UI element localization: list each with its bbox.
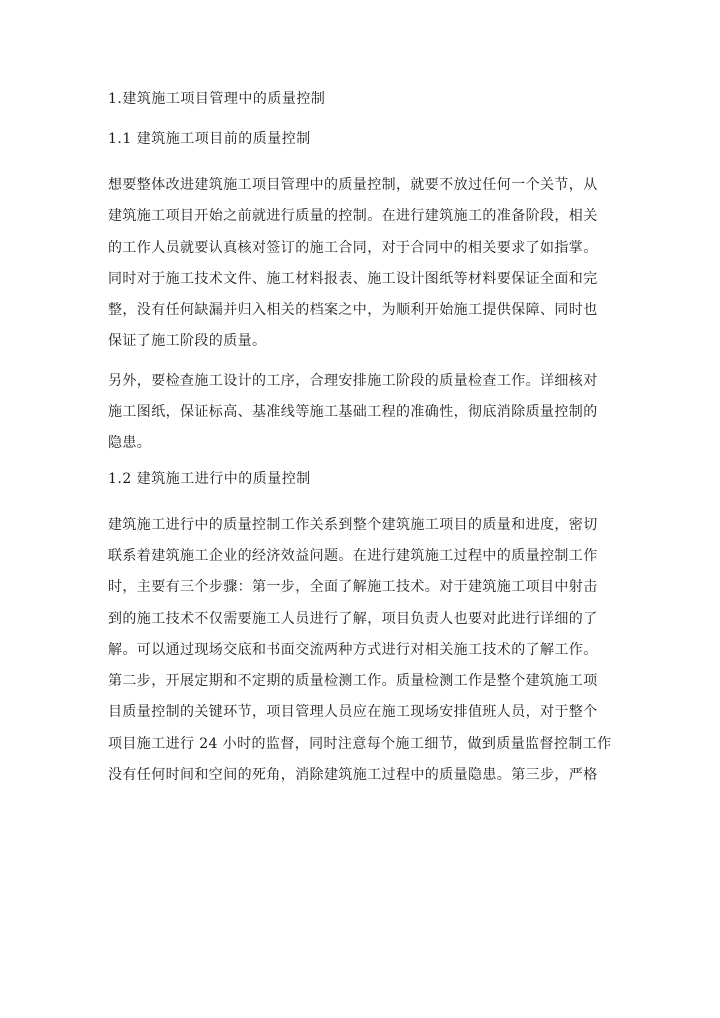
section-heading-1: 1.建筑施工项目管理中的质量控制 — [108, 91, 326, 107]
paragraph-line: 整，没有任何缺漏并归入相关的档案之中，为顺利开始施工提供保障、同时也 — [108, 302, 598, 319]
paragraph-2 — [108, 366, 612, 460]
paragraph-3 — [108, 510, 612, 792]
paragraph-line: 项目施工进行 24 小时的监督，同时注意每个施工细节，做到质量监督控制工作 — [108, 735, 612, 752]
subsection-heading-1-2: 1.2 建筑施工进行中的质量控制 — [108, 470, 311, 487]
paragraph-line: 建筑施工进行中的质量控制工作关系到整个建筑施工项目的质量和进度，密切 — [108, 516, 598, 533]
paragraph-line: 联系着建筑施工企业的经济效益问题。在进行建筑施工过程中的质量控制工作 — [108, 547, 598, 564]
paragraph-line: 同时对于施工技术文件、施工材料报表、施工设计图纸等材料要保证全面和完 — [108, 270, 598, 287]
paragraph-line: 隐患。 — [108, 435, 152, 452]
paragraph-line: 解。可以通过现场交底和书面交流两种方式进行对相关施工技术的了解工作。 — [108, 641, 598, 658]
paragraph-1 — [108, 170, 612, 358]
paragraph-line: 想要整体改进建筑施工项目管理中的质量控制，就要不放过任何一个关节，从 — [108, 177, 598, 193]
paragraph-line: 的工作人员就要认真核对签订的施工合同，对于合同中的相关要求了如指掌。 — [108, 239, 598, 256]
paragraph-line: 没有任何时间和空间的死角，消除建筑施工过程中的质量隐患。第三步，严格 — [108, 767, 598, 784]
subsection-heading-1-1: 1.1 建筑施工项目前的质量控制 — [108, 131, 311, 147]
paragraph-line: 另外，要检查施工设计的工序，合理安排施工阶段的质量检查工作。详细核对 — [108, 372, 598, 389]
paragraph-line: 保证了施工阶段的质量。 — [108, 333, 267, 350]
paragraph-line: 建筑施工项目开始之前就进行质量的控制。在进行建筑施工的准备阶段，相关 — [108, 208, 598, 225]
paragraph-line: 目质量控制的关键环节，项目管理人员应在施工现场安排值班人员，对于整个 — [108, 704, 598, 721]
paragraph-line: 到的施工技术不仅需要施工人员进行了解，项目负责人也要对此进行详细的了 — [108, 610, 598, 627]
paragraph-line: 第二步，开展定期和不定期的质量检测工作。质量检测工作是整个建筑施工项 — [108, 673, 598, 690]
paragraph-line: 时，主要有三个步骤：第一步，全面了解施工技术。对于建筑施工项目中射击 — [108, 579, 598, 596]
paragraph-line: 施工图纸，保证标高、基准线等施工基础工程的准确性，彻底消除质量控制的 — [108, 404, 598, 421]
